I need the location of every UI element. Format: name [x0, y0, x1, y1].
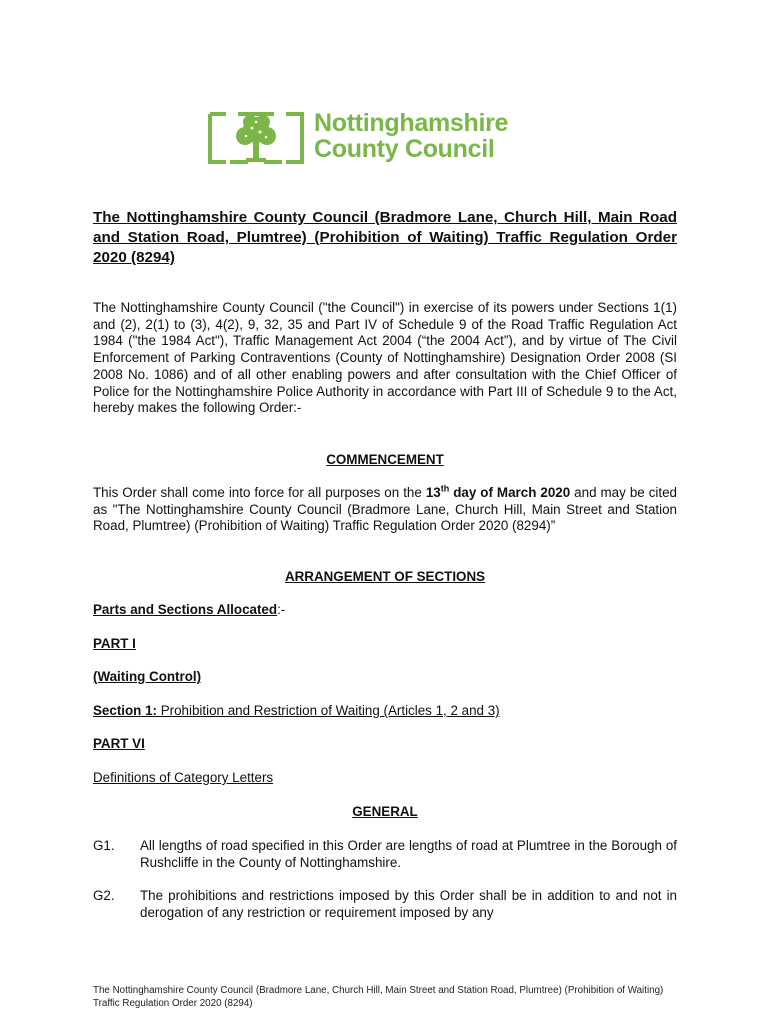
commencement-date — [426, 485, 570, 500]
commencement-date-rest: day of March 2020 — [449, 485, 571, 500]
definitions-line: Definitions of Category Letters — [93, 770, 274, 785]
commencement-paragraph — [93, 485, 677, 535]
general-item-text: The prohibitions and restrictions imposed by this Order shall be in addition to and not in derogation of any restriction or requirement imposed by any — [140, 888, 677, 920]
parts-sections-line — [93, 602, 285, 619]
section-1-text: Prohibition and Restriction of Waiting (Articles 1, 2 and 3) — [157, 703, 500, 718]
arrangement-heading: ARRANGEMENT OF SECTIONS — [284, 569, 486, 584]
general-item-label: G2. — [93, 888, 115, 903]
oak-tree-emblem-icon — [208, 110, 306, 166]
commencement-text-before: This Order shall come into force for all purposes on the — [93, 485, 426, 500]
general-item-text: All lengths of road specified in this Order are lengths of road at Plumtree in the Borough of Rushcliffe in the County of Nottinghamshire. — [140, 838, 677, 870]
preamble-paragraph: The Nottinghamshire County Council ("the Council") in exercise of its powers under Sections 1(1) and (2), 2(1) to (3), 4(2), 9, 32, 35 and Part IV of Schedule 9 of the Road Traffic Regulation Act 1984 ("the 1984 Act"), Traffic Management Act 2004 (“the 2004 Act”), and by virtue of The Civil Enforcement of Parking Contraventions (County of Nottinghamshire) Designation Order 2008 (SI 2008 No. 1086) and of all other enabling powers and after consultation with the Chief Officer of Police for the Nottinghamshire Police Authority in accordance with Part III of Schedule 9 to the Act, hereby makes the following Order:- — [93, 300, 677, 416]
general-heading: GENERAL — [352, 804, 418, 819]
waiting-control-heading: (Waiting Control) — [93, 669, 202, 684]
commencement-text-after: and may be cited as "The Nottinghamshire County Council (Bradmore Lane, Church Hill, Main Street and Station Road, Plumtree) (Prohibition of Waiting) Traffic Regulation Order 2020 (8294)” — [93, 485, 677, 534]
commencement-day-suffix: th — [440, 483, 450, 494]
general-item-label: G1. — [93, 838, 115, 853]
page-footer: The Nottinghamshire County Council (Bradmore Lane, Church Hill, Main Street and Station Road, Plumtree) (Prohibition of Waiting) Traffic Regulation Order 2020 (8294) — [93, 985, 664, 1009]
section-1-label: Section 1: — [93, 703, 157, 718]
council-logo — [208, 110, 568, 166]
logo-line-1: Nottinghamshire — [314, 109, 509, 137]
commencement-day: 13 — [425, 485, 441, 500]
part-vi-heading: PART VI — [93, 736, 145, 751]
order-title: The Nottinghamshire County Council (Bradmore Lane, Church Hill, Main Road and Station Road, Plumtree) (Prohibition of Waiting) Traffic Regulation Order 2020 (8294) — [93, 209, 677, 266]
parts-sections-label: Parts and Sections Allocated — [93, 602, 278, 617]
section-1-line — [93, 703, 500, 720]
commencement-heading: COMMENCEMENT — [326, 452, 444, 467]
part-i-heading: PART I — [93, 636, 136, 651]
parts-sections-suffix: :- — [277, 602, 286, 617]
logo-line-2: County Council — [314, 135, 495, 163]
council-logo-text — [314, 110, 508, 162]
